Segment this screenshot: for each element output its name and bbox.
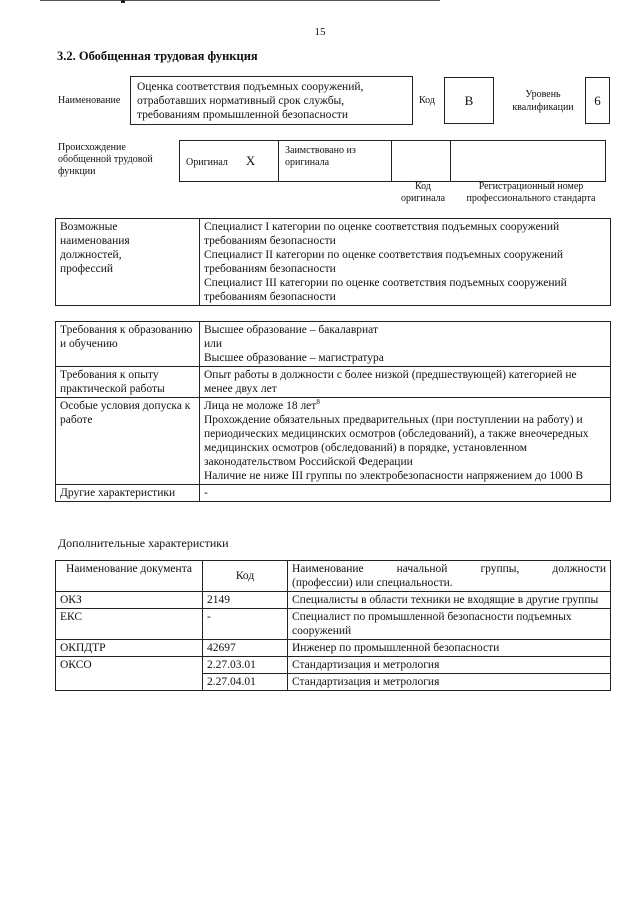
special-line: Прохождение обязательных предварительных (при поступлении на работу) и периодических медицинских осмотров (обследований), а также внеочередных медицинских осмотров (обследований) в порядке, установленном законодательством Российской Федерации [204, 414, 589, 468]
code-value: B [444, 77, 494, 124]
origin-original-cell [180, 141, 279, 182]
header-word: Наименование [292, 563, 364, 575]
code-cell: 42697 [203, 640, 288, 657]
borrowed-label-line: оригинала [285, 157, 330, 168]
special-first-text: Лица не моложе 18 лет [204, 400, 317, 412]
special-cell [200, 398, 611, 485]
caption-line: профессионального стандарта [466, 193, 596, 204]
origin-code-cell [392, 141, 451, 182]
footnote-marker: 8 [316, 398, 320, 407]
name-cell: Специалисты в области техники не входящие в другие группы [288, 592, 611, 609]
doc-cell: ОКСО [56, 657, 203, 691]
experience-value: Опыт работы в должности с более низкой (предшествующей) категорией не менее двух лет [200, 367, 611, 398]
section-title: 3.2. Обобщенная трудовая функция [57, 49, 258, 63]
origin-label [58, 142, 178, 178]
position-item: Специалист I категории по оценке соответствия подъемных сооружений требованиям безопасности [204, 221, 560, 247]
additional-title: Дополнительные характеристики [58, 536, 229, 550]
education-line: Высшее образование – бакалавриат [204, 324, 378, 336]
positions-label-line: должностей, [60, 249, 122, 261]
other-value: - [200, 485, 611, 502]
table-row [56, 657, 611, 674]
page-number: 15 [314, 26, 326, 38]
education-line: или [204, 338, 223, 350]
requirements-table [55, 321, 611, 502]
col-name-header-line2: (профессии) или специальности. [292, 577, 453, 589]
name-cell: Инженер по промышленной безопасности [288, 640, 611, 657]
name-value-line: Оценка соответствия подъемных сооружений, [137, 81, 364, 93]
doc-cell: ОКЗ [56, 592, 203, 609]
additional-table [55, 560, 611, 691]
caption-line: Регистрационный номер [478, 181, 584, 192]
name-label: Наименование [58, 95, 121, 106]
origin-original-label: Оригинал [186, 157, 228, 168]
education-label: Требования к образованию и обучению [56, 322, 200, 367]
position-item: Специалист II категории по оценке соответствия подъемных сооружений требованиям безопасности [204, 249, 563, 275]
code-cell: - [203, 609, 288, 640]
origin-reg-cell [451, 141, 606, 182]
positions-label-line: наименования [60, 235, 130, 247]
table-row [56, 609, 611, 640]
code-cell: 2.27.04.01 [203, 674, 288, 691]
origin-table [179, 140, 606, 182]
positions-label-cell [56, 219, 200, 306]
origin-original-mark: X [245, 153, 256, 168]
doc-cell: ЕКС [56, 609, 203, 640]
education-cell [200, 322, 611, 367]
code-cell: 2.27.03.01 [203, 657, 288, 674]
doc-cell: ОКПДТР [56, 640, 203, 657]
caption-line: оригинала [400, 193, 446, 204]
header-word: группы, [480, 563, 520, 575]
col-name-header [288, 561, 611, 592]
header-word: должности [552, 563, 606, 575]
name-value-box [130, 76, 413, 125]
name-cell: Специалист по промышленной безопасности подъемных сооружений [288, 609, 611, 640]
origin-reg-caption [456, 181, 606, 205]
special-first-line [204, 399, 606, 413]
name-value-line: требованиям промышленной безопасности [137, 109, 348, 121]
origin-code-caption [388, 181, 458, 205]
name-cell: Стандартизация и метрология [288, 674, 611, 691]
level-value: 6 [585, 77, 610, 124]
experience-label: Требования к опыту практической работы [56, 367, 200, 398]
caption-line: Код [415, 181, 431, 192]
origin-label-line: обобщенной трудовой [58, 154, 153, 165]
scan-artifact [0, 0, 640, 3]
col-doc-header: Наименование документа [56, 561, 203, 592]
positions-table [55, 218, 611, 306]
special-line: Наличие не ниже III группы по электробезопасности напряжением до 1000 В [204, 470, 583, 482]
position-item: Специалист III категории по оценке соответствия подъемных сооружений требованиям безопасности [204, 277, 567, 303]
origin-label-line: функции [58, 166, 96, 177]
name-value-line: отработавших нормативный срок службы, [137, 95, 345, 107]
level-label: Уровень квалификации [512, 89, 574, 113]
positions-label-line: Возможные [60, 221, 118, 233]
origin-label-line: Происхождение [58, 142, 126, 153]
name-cell: Стандартизация и метрология [288, 657, 611, 674]
code-label: Код [419, 95, 435, 106]
education-line: Высшее образование – магистратура [204, 352, 384, 364]
table-row [56, 640, 611, 657]
special-label: Особые условия допуска к работе [56, 398, 200, 485]
code-cell: 2149 [203, 592, 288, 609]
other-label: Другие характеристики [56, 485, 200, 502]
col-code-header: Код [203, 561, 288, 592]
origin-borrowed-cell [279, 141, 392, 182]
positions-label-line: профессий [60, 263, 114, 275]
header-word: начальной [396, 563, 448, 575]
borrowed-label-line: Заимствовано из [285, 145, 356, 156]
positions-list-cell [200, 219, 611, 306]
col-name-header-line1 [292, 562, 606, 576]
table-row [56, 592, 611, 609]
